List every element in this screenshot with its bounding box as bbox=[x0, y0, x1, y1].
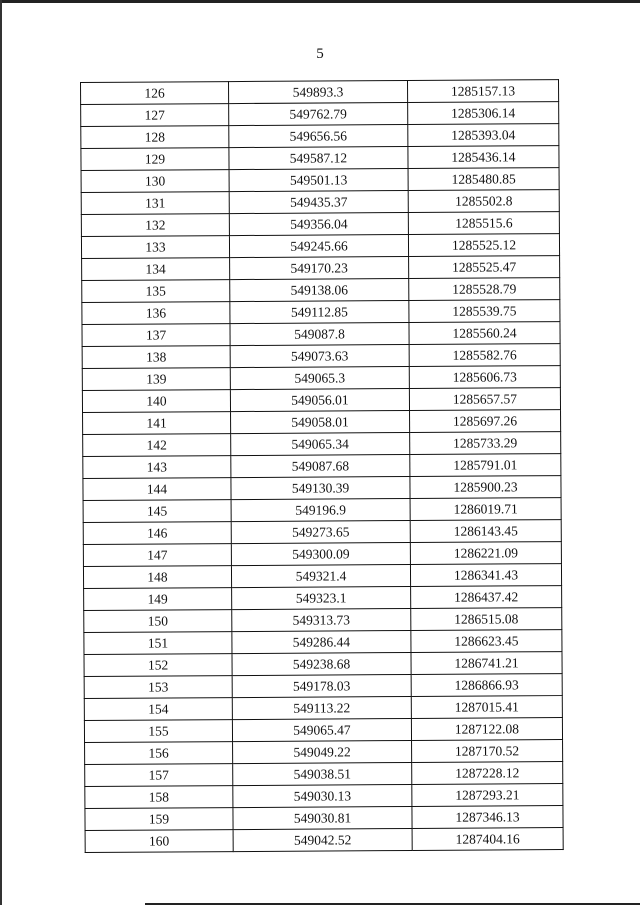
x-coordinate-cell: 549056.01 bbox=[230, 388, 409, 411]
y-coordinate-cell: 1285502.8 bbox=[408, 190, 559, 213]
coordinate-table-body bbox=[81, 80, 564, 853]
point-number-cell: 147 bbox=[83, 544, 231, 567]
x-coordinate-cell: 549313.73 bbox=[232, 608, 411, 631]
point-number-cell: 131 bbox=[81, 192, 229, 215]
table-row bbox=[85, 740, 563, 765]
point-number-cell: 160 bbox=[85, 830, 233, 853]
x-coordinate-cell: 549087.8 bbox=[230, 322, 409, 345]
x-coordinate-cell: 549273.65 bbox=[231, 520, 410, 543]
y-coordinate-cell: 1285657.57 bbox=[409, 388, 560, 411]
table-row bbox=[84, 696, 562, 721]
x-coordinate-cell: 549112.85 bbox=[230, 300, 409, 323]
scan-edge-top bbox=[0, 0, 640, 3]
x-coordinate-cell: 549762.79 bbox=[229, 102, 408, 125]
y-coordinate-cell: 1285525.47 bbox=[409, 256, 560, 279]
y-coordinate-cell: 1286623.45 bbox=[411, 630, 562, 653]
point-number-cell: 127 bbox=[81, 104, 229, 127]
y-coordinate-cell: 1285606.73 bbox=[409, 366, 560, 389]
y-coordinate-cell: 1285697.26 bbox=[410, 410, 561, 433]
coordinate-table bbox=[80, 79, 564, 853]
y-coordinate-cell: 1285525.12 bbox=[408, 234, 559, 257]
table-row bbox=[82, 366, 560, 391]
point-number-cell: 142 bbox=[83, 434, 231, 457]
table-row bbox=[85, 806, 563, 831]
table-row bbox=[84, 652, 562, 677]
table-row bbox=[81, 212, 559, 237]
table-row bbox=[84, 608, 562, 633]
point-number-cell: 136 bbox=[82, 302, 230, 325]
point-number-cell: 154 bbox=[84, 698, 232, 721]
x-coordinate-cell: 549893.3 bbox=[229, 80, 408, 103]
x-coordinate-cell: 549286.44 bbox=[232, 630, 411, 653]
point-number-cell: 155 bbox=[84, 720, 232, 743]
table-row bbox=[82, 388, 560, 413]
x-coordinate-cell: 549196.9 bbox=[231, 498, 410, 521]
x-coordinate-cell: 549138.06 bbox=[230, 278, 409, 301]
point-number-cell: 141 bbox=[83, 412, 231, 435]
point-number-cell: 126 bbox=[81, 82, 229, 105]
y-coordinate-cell: 1285515.6 bbox=[408, 212, 559, 235]
y-coordinate-cell: 1287122.08 bbox=[411, 718, 562, 741]
point-number-cell: 153 bbox=[84, 676, 232, 699]
y-coordinate-cell: 1286437.42 bbox=[411, 586, 562, 609]
table-row bbox=[83, 520, 561, 545]
y-coordinate-cell: 1285539.75 bbox=[409, 300, 560, 323]
y-coordinate-cell: 1285582.76 bbox=[409, 344, 560, 367]
y-coordinate-cell: 1287015.41 bbox=[411, 696, 562, 719]
y-coordinate-cell: 1286741.21 bbox=[411, 652, 562, 675]
point-number-cell: 128 bbox=[81, 126, 229, 149]
point-number-cell: 151 bbox=[84, 632, 232, 655]
table-row bbox=[83, 564, 561, 589]
y-coordinate-cell: 1286341.43 bbox=[410, 564, 561, 587]
table-row bbox=[81, 190, 559, 215]
table-row bbox=[85, 762, 563, 787]
x-coordinate-cell: 549587.12 bbox=[229, 146, 408, 169]
y-coordinate-cell: 1286866.93 bbox=[411, 674, 562, 697]
x-coordinate-cell: 549656.56 bbox=[229, 124, 408, 147]
x-coordinate-cell: 549113.22 bbox=[232, 696, 411, 719]
x-coordinate-cell: 549073.63 bbox=[230, 344, 409, 367]
table-row bbox=[84, 630, 562, 655]
table-row bbox=[82, 256, 560, 281]
point-number-cell: 158 bbox=[85, 786, 233, 809]
x-coordinate-cell: 549435.37 bbox=[229, 190, 408, 213]
point-number-cell: 140 bbox=[82, 390, 230, 413]
point-number-cell: 157 bbox=[85, 764, 233, 787]
y-coordinate-cell: 1287404.16 bbox=[412, 828, 563, 851]
point-number-cell: 145 bbox=[83, 500, 231, 523]
table-row bbox=[81, 102, 559, 127]
table-row bbox=[81, 234, 559, 259]
table-row bbox=[82, 278, 560, 303]
point-number-cell: 156 bbox=[85, 742, 233, 765]
scan-edge-left bbox=[0, 0, 2, 905]
point-number-cell: 130 bbox=[81, 170, 229, 193]
y-coordinate-cell: 1285791.01 bbox=[410, 454, 561, 477]
x-coordinate-cell: 549501.13 bbox=[229, 168, 408, 191]
point-number-cell: 144 bbox=[83, 478, 231, 501]
x-coordinate-cell: 549030.81 bbox=[233, 806, 412, 829]
x-coordinate-cell: 549323.1 bbox=[232, 586, 411, 609]
table-row bbox=[82, 300, 560, 325]
table-row bbox=[84, 586, 562, 611]
table-row bbox=[85, 828, 563, 853]
x-coordinate-cell: 549049.22 bbox=[233, 740, 412, 763]
x-coordinate-cell: 549300.09 bbox=[231, 542, 410, 565]
table-row bbox=[83, 454, 561, 479]
y-coordinate-cell: 1286515.08 bbox=[411, 608, 562, 631]
point-number-cell: 146 bbox=[83, 522, 231, 545]
point-number-cell: 133 bbox=[81, 236, 229, 259]
y-coordinate-cell: 1287228.12 bbox=[412, 762, 563, 785]
y-coordinate-cell: 1286019.71 bbox=[410, 498, 561, 521]
y-coordinate-cell: 1285393.04 bbox=[408, 124, 559, 147]
x-coordinate-cell: 549065.47 bbox=[232, 718, 411, 741]
point-number-cell: 150 bbox=[84, 610, 232, 633]
table-row bbox=[84, 718, 562, 743]
point-number-cell: 129 bbox=[81, 148, 229, 171]
table-row bbox=[84, 674, 562, 699]
x-coordinate-cell: 549170.23 bbox=[230, 256, 409, 279]
table-row bbox=[81, 146, 559, 171]
y-coordinate-cell: 1285900.23 bbox=[410, 476, 561, 499]
y-coordinate-cell: 1286221.09 bbox=[410, 542, 561, 565]
y-coordinate-cell: 1286143.45 bbox=[410, 520, 561, 543]
x-coordinate-cell: 549065.34 bbox=[231, 432, 410, 455]
point-number-cell: 132 bbox=[81, 214, 229, 237]
y-coordinate-cell: 1285436.14 bbox=[408, 146, 559, 169]
table-row bbox=[81, 80, 559, 105]
y-coordinate-cell: 1285560.24 bbox=[409, 322, 560, 345]
x-coordinate-cell: 549321.4 bbox=[231, 564, 410, 587]
table-row bbox=[82, 344, 560, 369]
table-row bbox=[83, 432, 561, 457]
x-coordinate-cell: 549238.68 bbox=[232, 652, 411, 675]
x-coordinate-cell: 549356.04 bbox=[229, 212, 408, 235]
point-number-cell: 139 bbox=[82, 368, 230, 391]
y-coordinate-cell: 1287170.52 bbox=[412, 740, 563, 763]
table-row bbox=[83, 498, 561, 523]
x-coordinate-cell: 549130.39 bbox=[231, 476, 410, 499]
point-number-cell: 135 bbox=[82, 280, 230, 303]
table-row bbox=[83, 476, 561, 501]
table-row bbox=[83, 542, 561, 567]
x-coordinate-cell: 549065.3 bbox=[230, 366, 409, 389]
y-coordinate-cell: 1285157.13 bbox=[407, 80, 558, 103]
table-row bbox=[82, 322, 560, 347]
x-coordinate-cell: 549058.01 bbox=[231, 410, 410, 433]
x-coordinate-cell: 549030.13 bbox=[233, 784, 412, 807]
x-coordinate-cell: 549178.03 bbox=[232, 674, 411, 697]
point-number-cell: 134 bbox=[82, 258, 230, 281]
x-coordinate-cell: 549245.66 bbox=[229, 234, 408, 257]
point-number-cell: 152 bbox=[84, 654, 232, 677]
x-coordinate-cell: 549038.51 bbox=[233, 762, 412, 785]
table-row bbox=[83, 410, 561, 435]
table-row bbox=[85, 784, 563, 809]
x-coordinate-cell: 549042.52 bbox=[233, 828, 412, 851]
point-number-cell: 159 bbox=[85, 808, 233, 831]
point-number-cell: 149 bbox=[84, 588, 232, 611]
y-coordinate-cell: 1287293.21 bbox=[412, 784, 563, 807]
table-row bbox=[81, 124, 559, 149]
table-row bbox=[81, 168, 559, 193]
y-coordinate-cell: 1285306.14 bbox=[408, 102, 559, 125]
point-number-cell: 143 bbox=[83, 456, 231, 479]
point-number-cell: 138 bbox=[82, 346, 230, 369]
y-coordinate-cell: 1285528.79 bbox=[409, 278, 560, 301]
y-coordinate-cell: 1285480.85 bbox=[408, 168, 559, 191]
point-number-cell: 148 bbox=[83, 566, 231, 589]
point-number-cell: 137 bbox=[82, 324, 230, 347]
x-coordinate-cell: 549087.68 bbox=[231, 454, 410, 477]
y-coordinate-cell: 1285733.29 bbox=[410, 432, 561, 455]
page-number: 5 bbox=[316, 46, 324, 62]
y-coordinate-cell: 1287346.13 bbox=[412, 806, 563, 829]
